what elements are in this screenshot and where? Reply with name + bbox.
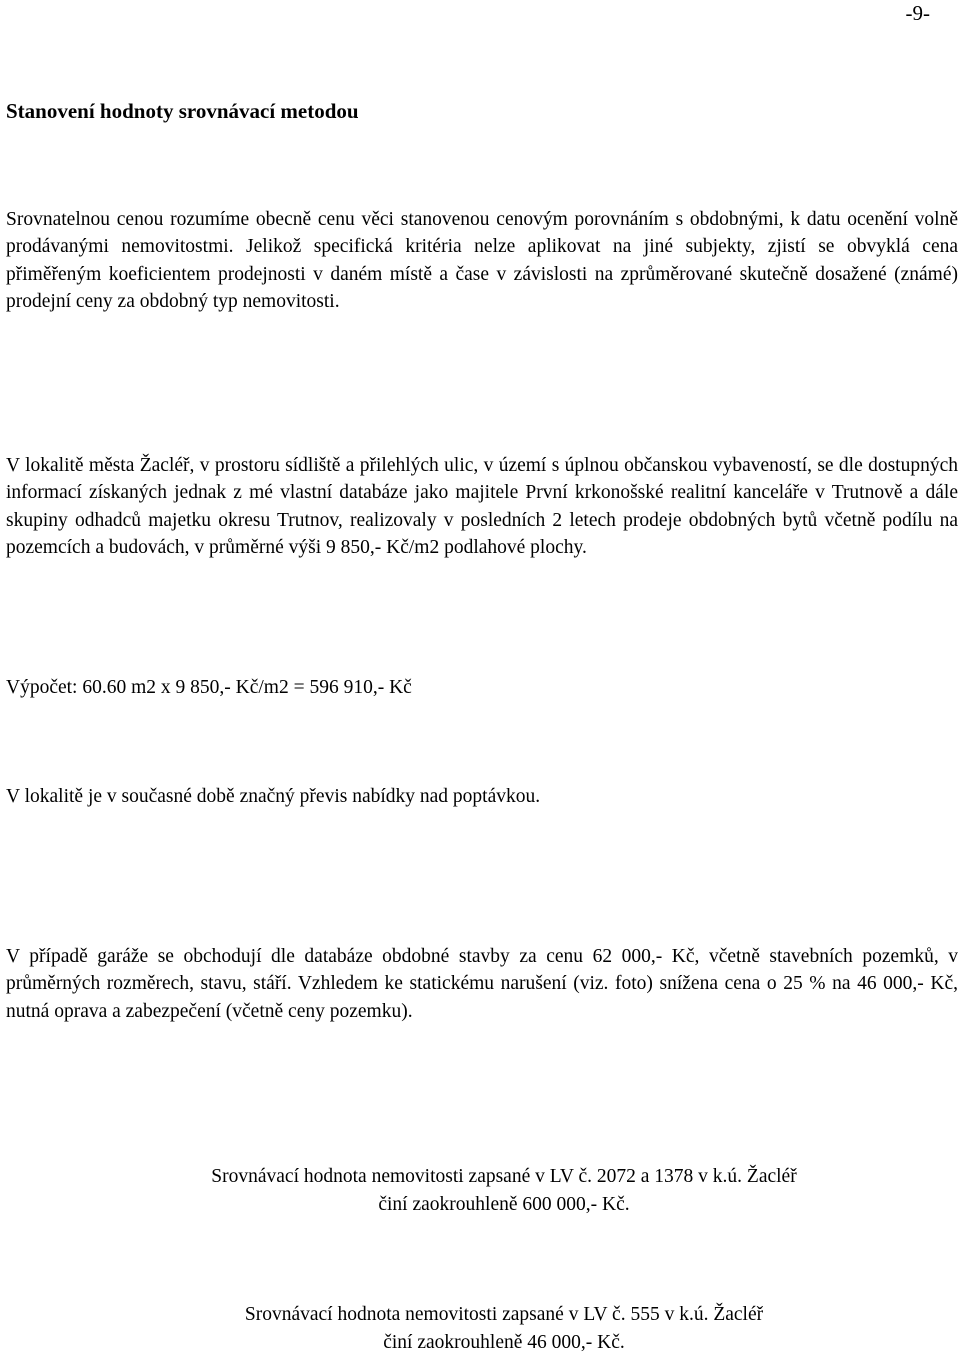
garage-paragraph: V případě garáže se obchodují dle databáze obdobné stavby za cenu 62 000,- Kč, včetně stavebních pozemků, v průměrných rozměrech, stavu, stáří. Vzhledem ke statickému narušení (viz. foto) snížena cena o 25 % na 46 000,- Kč, nutná oprava a zabezpečení (včetně ceny pozemku). [6, 946, 958, 1022]
market-note: V lokalitě je v současné době značný převis nabídky nad poptávkou. [6, 786, 541, 807]
summary-apartment [0, 1163, 960, 1219]
summary-apartment-line2: činí zaokrouhleně 600 000,- Kč. [378, 1194, 630, 1215]
page-number: -9- [905, 1, 930, 25]
summary-garage-line1: Srovnávací hodnota nemovitosti zapsané v LV č. 555 v k.ú. Žacléř [244, 1304, 764, 1325]
intro-paragraph: Srovnatelnou cenou rozumíme obecně cenu věci stanovenou cenovým porovnáním s obdobnými, k datu ocenění volně prodávanými nemovitostmi. Jelikož specifická kritéria nelze aplikovat na jiné subjekty, zjistí se obvyklá cena přiměřeným koeficientem prodejnosti v daném místě a čase v závislosti na zprůměrované skutečně dosažené (známé) prodejní ceny za obdobný typ nemovitosti. [6, 209, 958, 313]
section-title: Stanovení hodnoty srovnávací metodou [6, 99, 359, 123]
summary-garage [0, 1301, 960, 1357]
locality-paragraph: V lokalitě města Žacléř, v prostoru sídliště a přilehlých ulic, v území s úplnou občanskou vybaveností, se dle dostupných informací získaných jednak z mé vlastní databáze jako majitele První krkonošské realitní kanceláře v Trutnově a dále skupiny odhadců majetku okresu Trutnov, realizovaly v posledních 2 letech prodeje obdobných bytů včetně podílu na pozemcích a budovách, v průměrné výši 9 850,- Kč/m2 podlahové plochy. [6, 455, 958, 559]
calculation-line: Výpočet: 60.60 m2 x 9 850,- Kč/m2 = 596 910,- Kč [6, 677, 412, 698]
summary-apartment-line1: Srovnávací hodnota nemovitosti zapsané v LV č. 2072 a 1378 v k.ú. Žacléř [211, 1166, 797, 1187]
summary-garage-line2: činí zaokrouhleně 46 000,- Kč. [383, 1332, 625, 1353]
